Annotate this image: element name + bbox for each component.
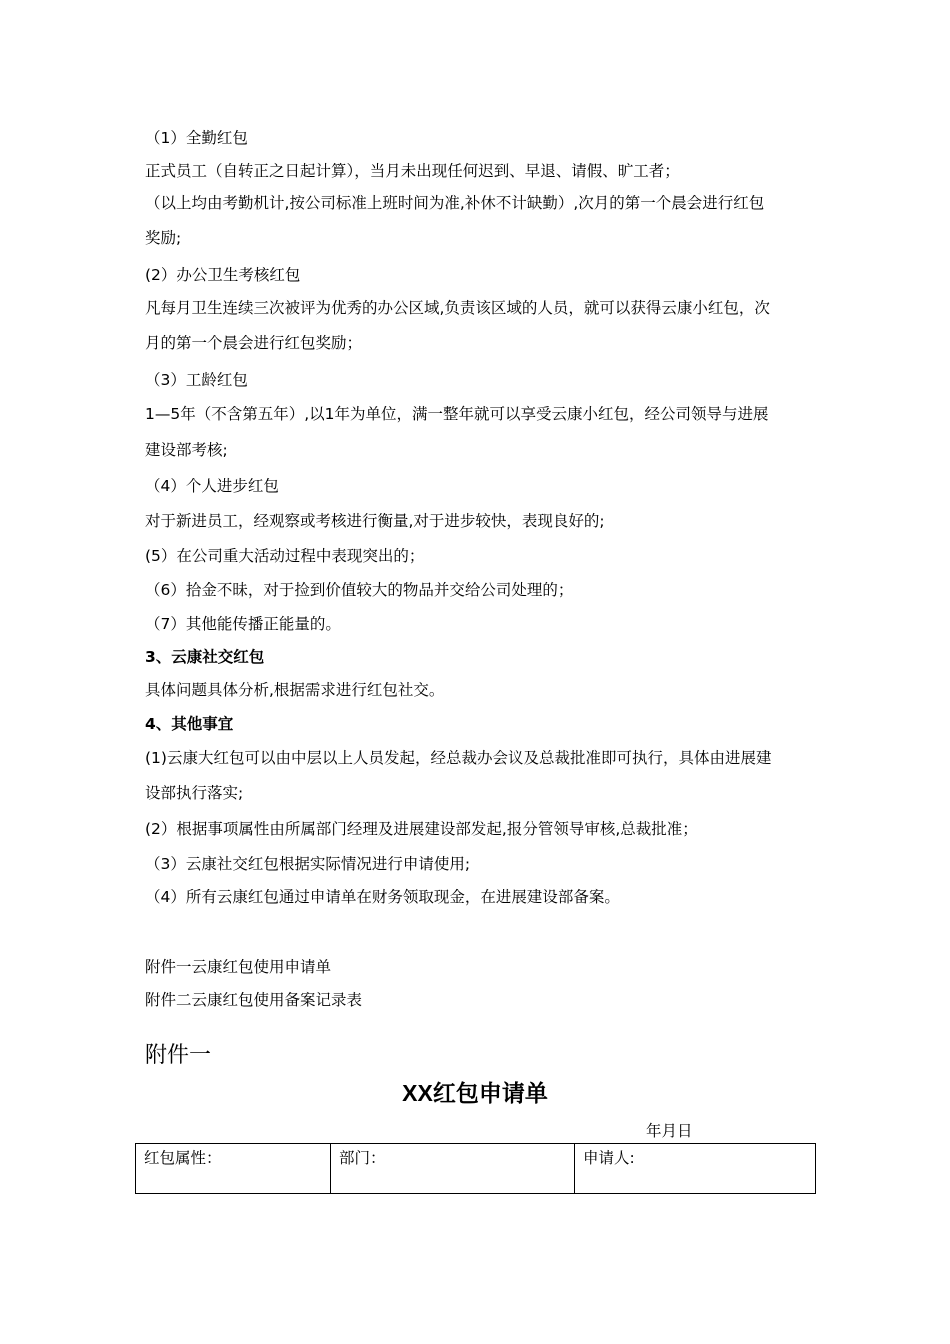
text-line: （4）个人进步红包: [145, 477, 279, 495]
text-line: （1）全勤红包: [145, 129, 248, 147]
application-form-table: [135, 1143, 816, 1194]
section-heading: 3、云康社交红包: [145, 648, 265, 666]
form-date-label: 年月日: [646, 1122, 693, 1140]
text-line: 具体问题具体分析,根据需求进行红包社交。: [145, 681, 445, 699]
text-line: (1)云康大红包可以由中层以上人员发起，经总裁办会议及总裁批准即可执行，具体由进展建: [145, 749, 772, 767]
text-line: 设部执行落实;: [145, 784, 244, 802]
text-line: 1—5年（不含第五年）,以1年为单位，满一整年就可以享受云康小红包，经公司领导与进展: [145, 405, 769, 423]
red-packet-type-cell: 红包属性：: [136, 1144, 331, 1194]
text-line: 月的第一个晨会进行红包奖励；: [145, 334, 363, 352]
text-line: (2）办公卫生考核红包: [145, 266, 301, 284]
table-row: [136, 1144, 816, 1194]
attachment-heading: 附件一: [145, 1043, 212, 1068]
applicant-cell: 申请人:: [575, 1144, 816, 1194]
text-line: 附件一云康红包使用申请单: [145, 958, 332, 976]
text-line: 建设部考核;: [145, 441, 228, 459]
text-line: （以上均由考勤机计,按公司标准上班时间为准,补休不计缺勤）,次月的第一个晨会进行红包: [145, 194, 765, 212]
form-title: XX红包申请单: [402, 1080, 548, 1106]
text-line: （3）云康社交红包根据实际情况进行申请使用;: [145, 855, 471, 873]
text-line: (2）根据事项属性由所属部门经理及进展建设部发起,报分管领导审核,总裁批准；: [145, 820, 698, 838]
department-cell: 部门：: [331, 1144, 575, 1194]
text-line: (5）在公司重大活动过程中表现突出的；: [145, 547, 425, 565]
text-line: （3）工龄红包: [145, 371, 248, 389]
text-line: 附件二云康红包使用备案记录表: [145, 991, 363, 1009]
text-line: 正式员工（自转正之日起计算），当月未出现任何迟到、早退、请假、旷工者；: [145, 162, 680, 180]
text-line: （7）其他能传播正能量的。: [145, 615, 341, 633]
text-line: （4）所有云康红包通过申请单在财务领取现金，在进展建设部备案。: [145, 888, 620, 906]
text-line: 凡每月卫生连续三次被评为优秀的办公区域,负责该区域的人员，就可以获得云康小红包，次: [145, 299, 770, 317]
text-line: 奖励;: [145, 229, 182, 247]
text-line: （6）拾金不昧，对于捡到价值较大的物品并交给公司处理的；: [145, 581, 574, 599]
text-line: 对于新进员工，经观察或考核进行衡量,对于进步较快，表现良好的;: [145, 512, 605, 530]
section-heading: 4、其他事宜: [145, 715, 234, 733]
